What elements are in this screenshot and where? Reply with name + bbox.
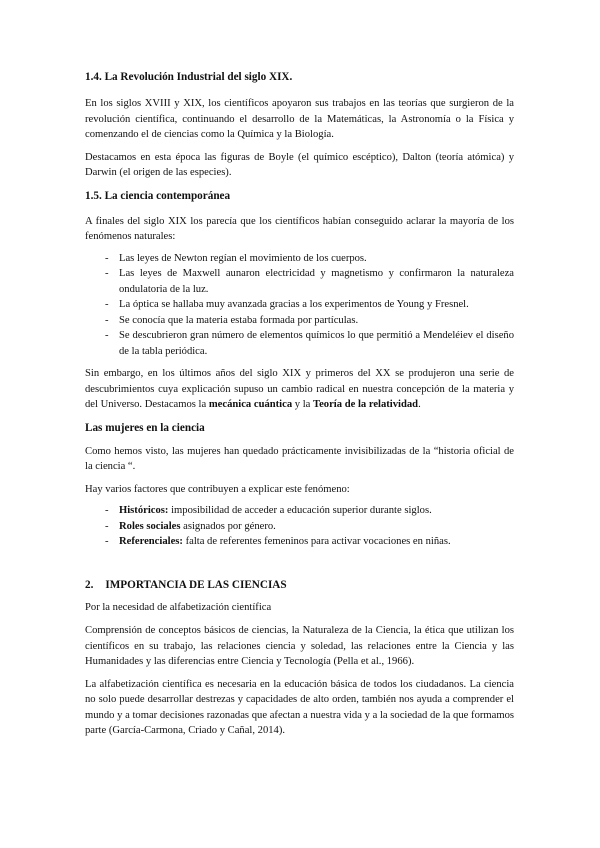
list-item: - La óptica se hallaba muy avanzada gracias a los experimentos de Young y Fresnel. [105,299,469,310]
list-item: - Históricos: imposibilidad de acceder a educación superior durante siglos. [105,505,432,516]
paragraph-importancia-1: Comprensión de conceptos básicos de ciencias, la Naturaleza de la Ciencia, la ética que utilizan los científicos en su trabajo, las relaciones ciencia y soledad, las relaciones entre la Ciencia y las Humanidades y las diferencias entre Ciencia y Tecnología (Pella et al., 1966). [85,625,514,667]
list-item: - Se conocía que la materia estaba formada por partículas. [105,314,359,326]
paragraph-contemporanea-intro: A finales del siglo XIX los parecía que los científicos habían conseguido aclarar la mayoría de los fenómenos naturales: [85,215,514,242]
factors-list [85,503,514,550]
paragraph-revolucion-2: Destacamos en esta época las figuras de Boyle (el químico escéptico), Dalton (teoría atómica) y Darwin (el origen de las especies). [85,151,514,178]
paragraph-mujeres-1: Como hemos visto, las mujeres han quedado prácticamente invisibilizadas de la “historia oficial de la ciencia “. [85,445,514,472]
paragraph-revolucion-1: En los siglos XVIII y XIX, los científicos apoyaron sus trabajos en las teorías que surgieron de la revolución científica, continuando el desarrollo de la Matemáticas, la Astronomía o la Física y comenzando el de ciencias como la Química y la Biología. [85,98,514,140]
list-item: - Se descubrieron gran número de elementos químicos lo que permitió a Mendeléiev el diseño de la tabla periódica. [105,330,514,357]
section-heading-mujeres: Las mujeres en la ciencia [85,421,205,434]
section-heading-1-5: 1.5. La ciencia contemporánea [85,189,231,202]
list-item: - Las leyes de Maxwell aunaron electricidad y magnetismo y confirmaron la naturaleza ondulatoria de la luz. [105,268,514,295]
paragraph-mujeres-2: Hay varios factores que contribuyen a explicar este fenómeno: [85,483,350,495]
paragraph-importancia-2: La alfabetización científica es necesaria en la educación básica de todos los ciudadanos. La ciencia no solo puede desarrollar destrezas y capacidades de alto orden, también nos ayuda a comprender el mundo y a tomar decisiones razonadas que afectan a nuestra vida y a la sociedad de la que formamos parte (García-Carmona, Criado y Cañal, 2014). [85,678,514,736]
section-2-subtitle: Por la necesidad de alfabetización científica [85,601,272,613]
section-heading-1-4: 1.4. La Revolución Industrial del siglo XIX. [85,71,293,83]
list-item: - Las leyes de Newton regían el movimiento de los cuerpos. [105,252,367,264]
section-heading-2: 2. IMPORTANCIA DE LAS CIENCIAS [85,578,287,591]
paragraph-contemporanea-closing: Sin embargo, en los últimos años del siglo XIX y primeros del XX se produjeron una serie de descubrimientos cuya explicación supuso un cambio radical en nuestra concepción de la materia y del Universo. Destacamos la mecánica cuántica y la Teoría de la relatividad. [85,368,514,410]
list-item: - Roles sociales asignados por género. [105,520,276,532]
contemporanea-list [85,251,514,360]
list-item: - Referenciales: falta de referentes femeninos para activar vocaciones en niñas. [105,536,451,547]
